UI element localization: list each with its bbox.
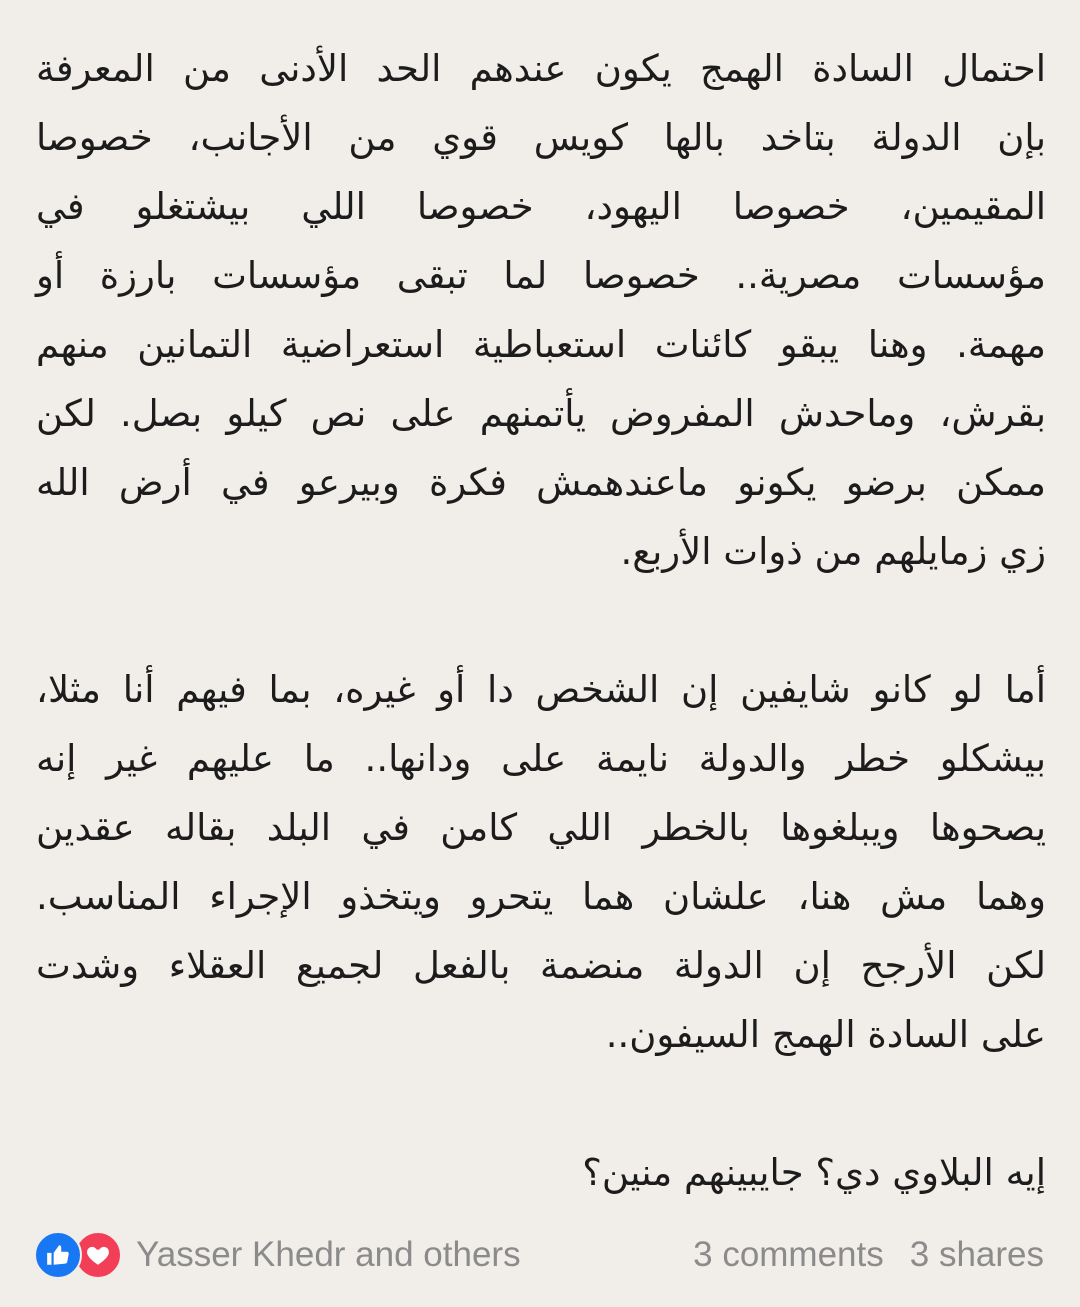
post-line: احتمال السادة الهمج يكون عندهم الحد الأدنى من المعرفة xyxy=(36,47,1046,90)
post-text xyxy=(36,34,1046,1207)
post-stats xyxy=(693,1235,1044,1275)
paragraph-gap xyxy=(36,1069,1046,1138)
post-line: وهما مش هنا، علشان هما يتحرو ويتخذو الإجراء المناسب. xyxy=(36,875,1046,918)
like-icon xyxy=(34,1231,82,1279)
post-line: لكن الأرجح إن الدولة منضمة بالفعل لجميع العقلاء وشدت xyxy=(36,944,1046,987)
post-line: ممكن برضو يكونو ماعندهمش فكرة وبيرعو في أرض الله xyxy=(36,461,1046,504)
post-line: بقرش، وماحدش المفروض يأتمنهم على نص كيلو بصل. لكن xyxy=(36,392,1046,435)
post-line: بإن الدولة بتاخد بالها كويس قوي من الأجانب، خصوصا xyxy=(36,116,1046,159)
paragraph-gap xyxy=(36,586,1046,655)
reaction-icons[interactable] xyxy=(34,1231,122,1279)
post-line: زي زمايلهم من ذوات الأربع. xyxy=(620,530,1046,573)
reactors-link[interactable]: Yasser Khedr and others xyxy=(136,1235,521,1274)
post-line: على السادة الهمج السيفون.. xyxy=(605,1013,1046,1056)
comments-count-link[interactable]: 3 comments xyxy=(693,1235,884,1274)
post-line: بيشكلو خطر والدولة نايمة على ودانها.. ما عليهم غير إنه xyxy=(36,737,1046,780)
post-line: إيه البلاوي دي؟ جايبينهم منين؟ xyxy=(582,1151,1046,1194)
post-line: المقيمين، خصوصا اليهود، خصوصا اللي بيشتغلو في xyxy=(36,185,1046,228)
post-footer xyxy=(34,1230,1044,1280)
post-line: مهمة. وهنا يبقو كائنات استعباطية استعراضية التمانين منهم xyxy=(36,323,1046,366)
post-line: يصحوها ويبلغوها بالخطر اللي كامن في البلد بقاله عقدين xyxy=(36,806,1046,849)
post-line: مؤسسات مصرية.. خصوصا لما تبقى مؤسسات بارزة أو xyxy=(36,254,1046,297)
shares-count-link[interactable]: 3 shares xyxy=(909,1235,1044,1274)
post-line: أما لو كانو شايفين إن الشخص دا أو غيره، بما فيهم أنا مثلا، xyxy=(36,668,1046,711)
